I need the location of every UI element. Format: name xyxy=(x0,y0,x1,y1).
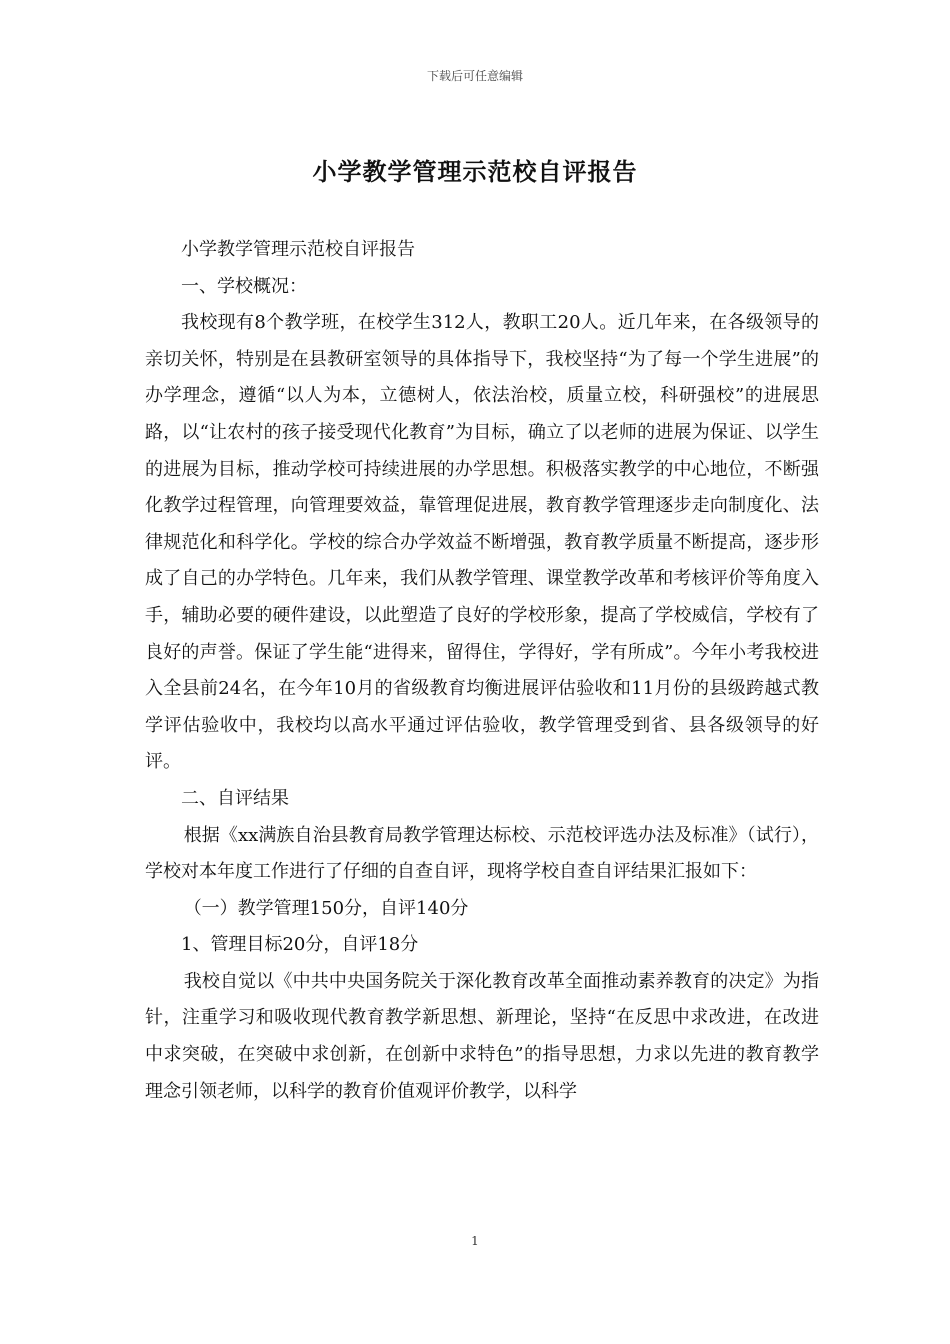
paragraph-management-goals: 我校自觉以《中共中央国务院关于深化教育改革全面推动素养教育的决定》为指针，注重学习和吸收现代教育教学新思想、新理论，坚持“在反思中求改进，在改进中求突破，在突破中求创新，在创新中求特色”的指导思想，力求以先进的教育教学理念引领老师，以科学的教育价值观评价教学，以科学 xyxy=(145,970,819,1102)
document-body xyxy=(145,232,819,1110)
heading-teaching-management: （一）教学管理150分，自评140分 xyxy=(183,897,469,919)
heading-management-goals: 1、管理目标20分，自评18分 xyxy=(181,934,419,956)
heading-school-overview: 一、学校概况： xyxy=(181,275,307,297)
paragraph-evaluation-basis: 根据《xx满族自治县教育局教学管理达标校、示范校评选办法及标准》（试行），学校对本年度工作进行了仔细的自查自评，现将学校自查自评结果汇报如下： xyxy=(145,824,819,883)
document-title: 小学教学管理示范校自评报告 xyxy=(312,157,638,186)
paragraph-subtitle: 小学教学管理示范校自评报告 xyxy=(181,239,415,260)
paragraph-school-overview: 我校现有8个教学班，在校学生312人，教职工20人。近几年来，在各级领导的亲切关怀，特别是在县教研室领导的具体指导下，我校坚持“为了每一个学生进展”的办学理念，遵循“以人为本，立德树人，依法治校，质量立校，科研强校”的进展思路，以“让农村的孩子接受现代化教育”为目标，确立了以老师的进展为保证、以学生的进展为目标，推动学校可持续进展的办学思想。积极落实教学的中心地位，不断强化教学过程管理，向管理要效益，靠管理促进展，教育教学管理逐步走向制度化、法律规范化和科学化。学校的综合办学效益不断增强，教育教学质量不断提高，逐步形成了自己的办学特色。几年来，我们从教学管理、课堂教学改革和考核评价等角度入手，辅助必要的硬件建设，以此塑造了良好的学校形象，提高了学校威信，学校有了良好的声誉。保证了学生能“进得来，留得住，学得好，学有所成”。今年小考我校进入全县前24名，在今年10月的省级教育均衡进展评估验收和11月份的县级跨越式教学评估验收中，我校均以高水平通过评估验收，教学管理受到省、县各级领导的好评。 xyxy=(145,312,819,773)
header-note: 下载后可任意编辑 xyxy=(426,69,523,83)
heading-self-evaluation-results: 二、自评结果 xyxy=(181,787,289,809)
page-number: 1 xyxy=(471,1234,479,1248)
